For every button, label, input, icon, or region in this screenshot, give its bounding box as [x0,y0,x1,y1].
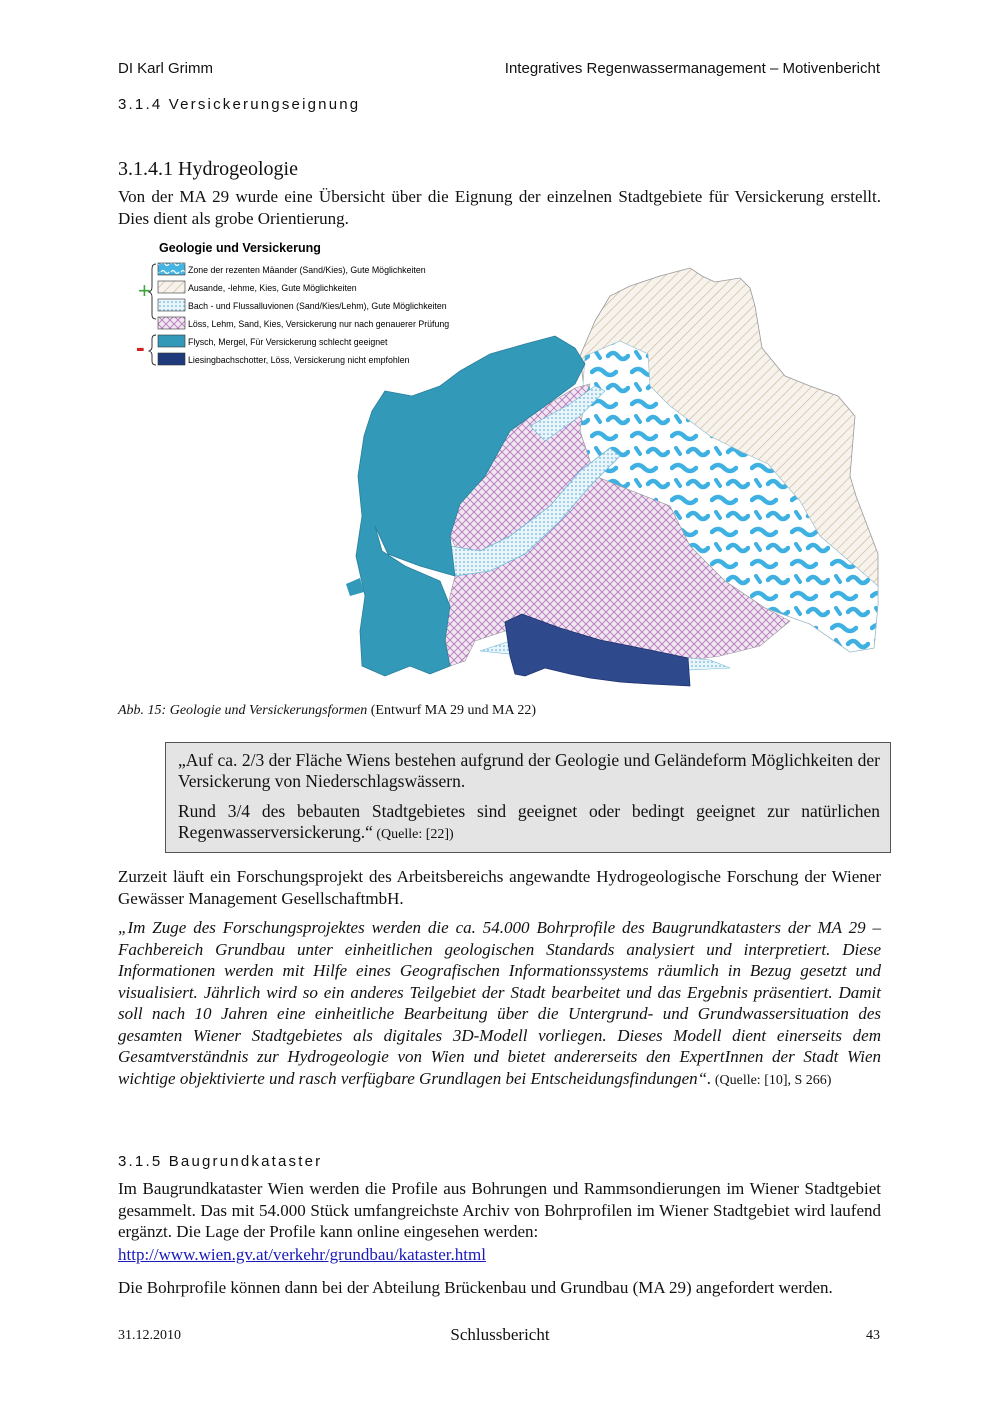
geology-map [136,236,900,696]
bohrprofile-paragraph: Die Bohrprofile können dann bei der Abteilung Brückenbau und Grundbau (MA 29) angefordert werden. [118,1278,833,1297]
figure-caption [118,703,536,719]
quote-paragraph-2 [178,801,880,845]
figure-caption-italic: Abb. 15: Geologie und Versickerungsformen [118,703,368,718]
legend-label-2: Ausande, -lehme, Kies, Gute Möglichkeiten [188,283,357,293]
legend-swatch-loess [158,317,185,329]
research-quote-source: (Quelle: [10], S 266) [711,1072,832,1088]
legend-label-3: Bach - und Flussalluvionen (Sand/Kies/Lehm), Gute Möglichkeiten [188,301,447,311]
legend-swatch-meander [158,263,185,275]
legend-swatch-liesingbach [158,353,185,365]
section-heading-3-1-4: 3.1.4 Versickerungseignung [118,96,361,113]
kataster-link[interactable]: http://www.wien.gv.at/verkehr/grundbau/kataster.html [118,1245,486,1264]
figure-caption-source: (Entwurf MA 29 und MA 22) [367,703,537,718]
research-paragraph: Zurzeit läuft ein Forschungsprojekt des Arbeitsbereichs angewandte Hydrogeologische Forschung der Wiener Gewässer Management GesellschaftmbH. [118,867,881,908]
legend-label-4: Löss, Lehm, Sand, Kies, Versickerung nur nach genauerer Prüfung [188,319,450,329]
footer-title: Schlussbericht [450,1325,550,1344]
footer-date: 31.12.2010 [118,1328,181,1343]
header-author: DI Karl Grimm [118,60,213,77]
header-title: Integratives Regenwassermanagement – Motivenbericht [504,60,880,77]
legend-swatch-ausande [158,281,185,293]
research-quote [118,917,881,1091]
quote-paragraph-2-text: Rund 3/4 des bebauten Stadtgebietes sind geeignet oder bedingt geeignet zur natürlichen Regenwasserversickerung.“ [178,801,880,842]
legend-swatch-flysch [158,335,185,347]
legend-label-6: Liesingbachschotter, Löss, Versickerung nicht empfohlen [188,355,410,365]
quote-source: (Quelle: [22]) [372,827,454,842]
quote-paragraph-1: „Auf ca. 2/3 der Fläche Wiens bestehen aufgrund der Geologie und Geländeform Möglichkeiten der Versickerung von Niederschlagswässern. [178,750,880,791]
subsection-heading-3-1-4-1: 3.1.4.1 Hydrogeologie [118,158,298,180]
legend-title: Geologie und Versickerung [159,241,321,255]
legend-swatch-alluvionen [158,299,185,311]
legend-label-5: Flysch, Mergel, Für Versickerung schlecht geeignet [188,337,388,347]
map-regions [346,268,878,686]
section-heading-3-1-5: 3.1.5 Baugrundkataster [118,1153,323,1170]
legend-label-1: Zone der rezenten Mäander (Sand/Kies), Gute Möglichkeiten [188,265,426,275]
legend-brace-bad-icon [149,335,156,365]
legend-minus-sign: - [136,332,145,362]
page-number: 43 [866,1328,880,1343]
intro-paragraph: Von der MA 29 wurde eine Übersicht über die Eignung der einzelnen Stadtgebiete für Versickerung erstellt. Dies dient als grobe Orientierung. [118,187,881,228]
quote-box [165,742,891,853]
geology-map-figure [136,236,900,696]
legend-plus-sign: + [138,278,151,303]
research-quote-text: „Im Zuge des Forschungsprojektes werden die ca. 54.000 Bohrprofile des Baugrundkatasters der MA 29 – Fachbereich Grundbau unter einheitlichen geologischen Standards analysiert und interpretiert. Diese Informationen werden mit Hilfe eines Geografischen Informationssystems räumlich in Bezug gesetzt und visualisiert. Jährlich wird so ein anderes Teilgebiet der Stadt bearbeitet und das Ergebnis präsentiert. Damit soll nach 10 Jahren eine einheitliche Bearbeitung über die Untergrund- und Grundwassersituation des gesamten Wiener Stadtgebietes als digitales 3D-Modell vorliegen. Dieses Modell dient einerseits dem Gesamtverständnis zur Hydrogeologie von Wien und bietet andererseits den ExpertInnen der Stadt Wien wichtige objektivierte und rasch verfügbare Grundlagen bei Entscheidungsfindungen“. [118,918,881,1088]
legend [136,263,449,365]
baugrund-paragraph: Im Baugrundkataster Wien werden die Profile aus Bohrungen und Rammsondierungen im Wiener Stadtgebiet gesammelt. Das mit 54.000 Stück umfangreichste Archiv von Bohrprofilen im Wiener Stadtgebiet wird laufend ergänzt. Die Lage der Profile kann online eingesehen werden: [118,1179,881,1241]
